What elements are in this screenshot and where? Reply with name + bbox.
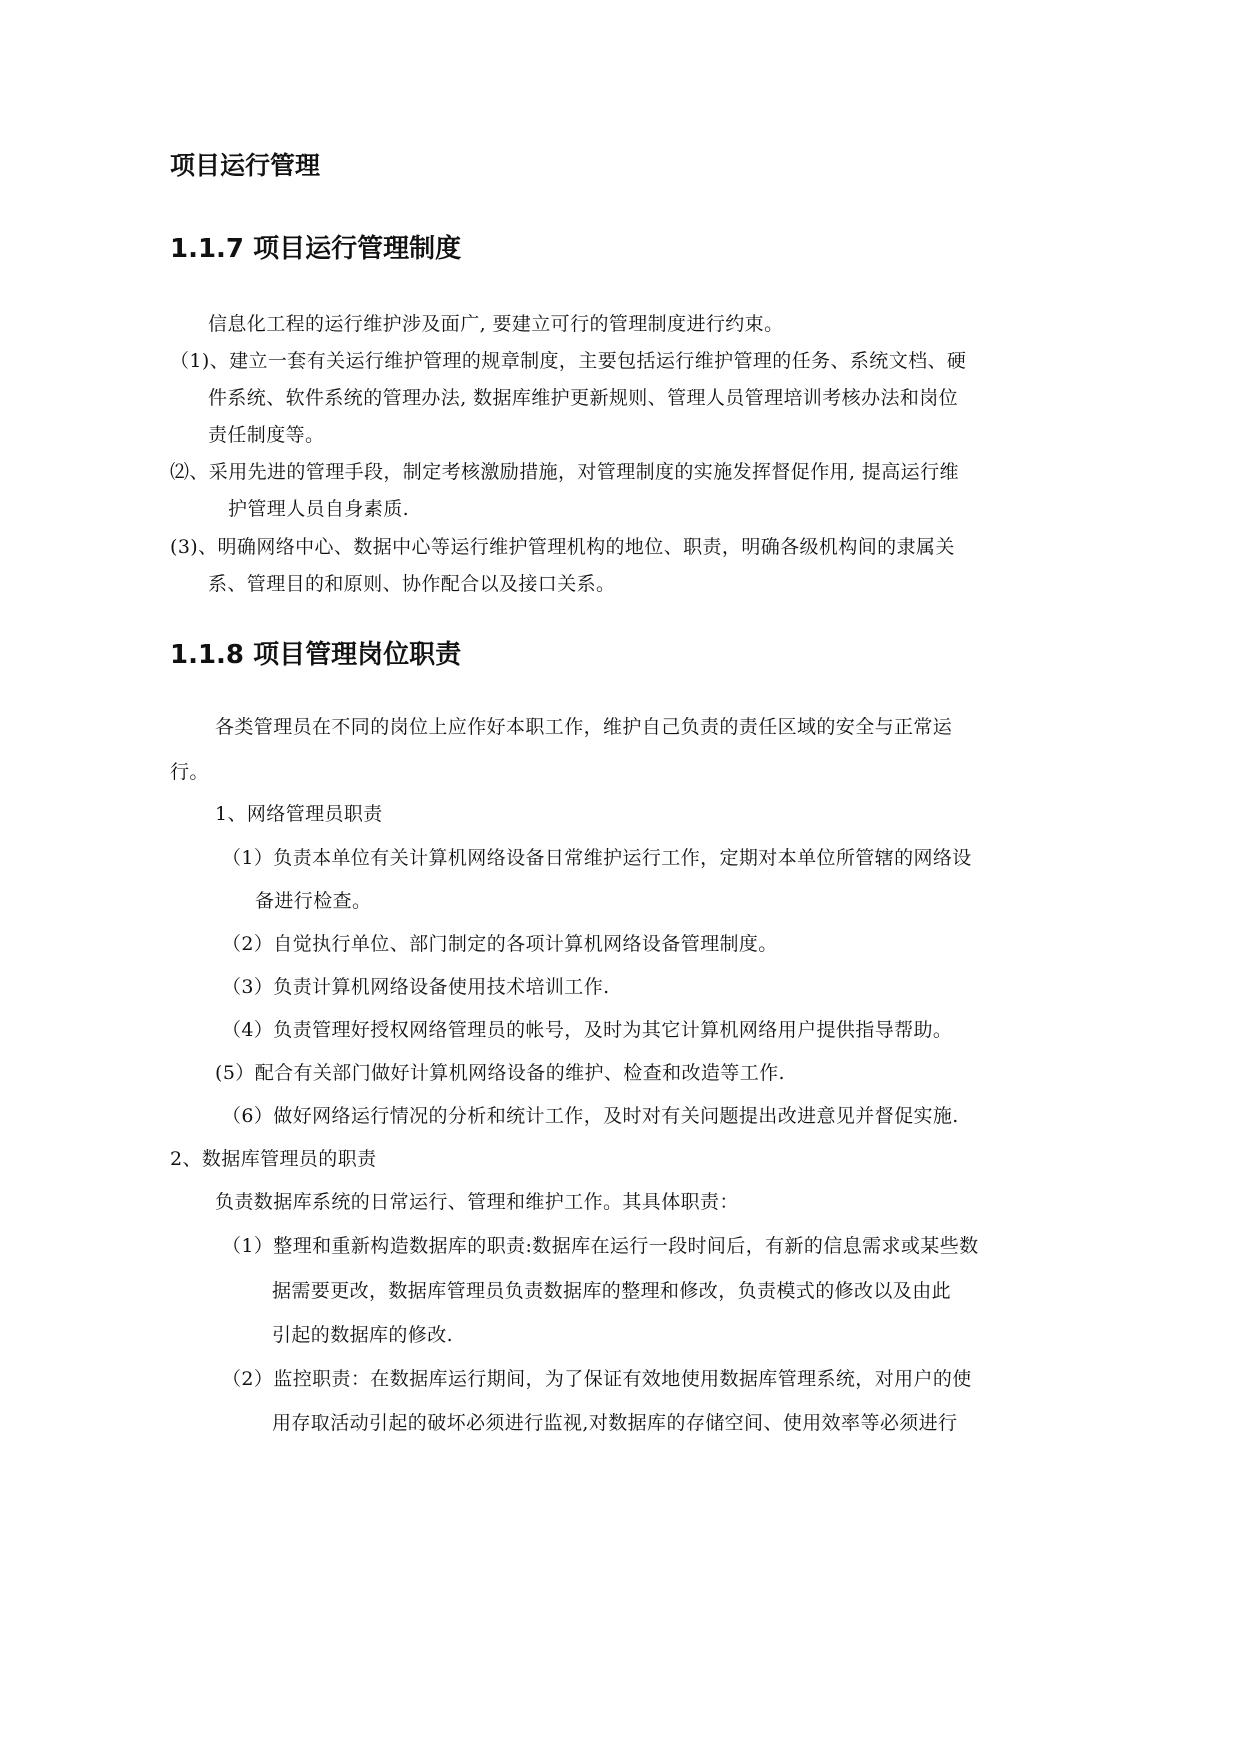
network-admin-duty-1-line2: 备进行检查。 — [255, 890, 372, 912]
db-admin-duty-2-line1: （2）监控职责：在数据库运行期间，为了保证有效地使用数据库管理系统，对用户的使 — [222, 1368, 972, 1390]
network-admin-duty-6: （6）做好网络运行情况的分析和统计工作，及时对有关问题提出改进意见并督促实施. — [222, 1105, 959, 1127]
network-admin-title: 1、网络管理员职责 — [215, 803, 383, 825]
section-117-item2-line2: 护管理人员自身素质. — [228, 498, 410, 520]
section-117-item1-line1: （1)、建立一套有关运行维护管理的规章制度，主要包括运行维护管理的任务、系统文档、硬 — [170, 350, 967, 372]
section-117-intro: 信息化工程的运行维护涉及面广, 要建立可行的管理制度进行约束。 — [208, 313, 784, 335]
network-admin-duty-4: （4）负责管理好授权网络管理员的帐号，及时为其它计算机网络用户提供指导帮助。 — [222, 1019, 953, 1041]
section-117-item3-line2: 系、管理目的和原则、协作配合以及接口关系。 — [208, 573, 616, 595]
section-heading-1-1-8: 1.1.8 项目管理岗位职责 — [170, 640, 462, 670]
network-admin-duty-5: (5）配合有关部门做好计算机网络设备的维护、检查和改造等工作. — [215, 1062, 785, 1084]
db-admin-title: 2、数据库管理员的职责 — [170, 1148, 377, 1170]
section-117-item3-line1: (3)、明确网络中心、数据中心等运行维护管理机构的地位、职责，明确各级机构间的隶属关 — [170, 536, 955, 558]
section-heading-1-1-7: 1.1.7 项目运行管理制度 — [170, 234, 462, 264]
db-admin-duty-1-line2: 据需要更改，数据库管理员负责数据库的整理和修改，负责模式的修改以及由此 — [272, 1280, 952, 1302]
section-117-item1-line2: 件系统、软件系统的管理办法, 数据库维护更新规则、管理人员管理培训考核办法和岗位 — [208, 387, 959, 409]
db-admin-duty-2-line2: 用存取活动引起的破坏必须进行监视,对数据库的存储空间、使用效率等必须进行 — [272, 1412, 958, 1434]
db-admin-intro: 负责数据库系统的日常运行、管理和维护工作。其具体职责： — [215, 1191, 739, 1213]
page-title: 项目运行管理 — [170, 151, 321, 180]
db-admin-duty-1-line3: 引起的数据库的修改. — [272, 1324, 454, 1346]
network-admin-duty-1-line1: （1）负责本单位有关计算机网络设备日常维护运行工作，定期对本单位所管辖的网络设 — [222, 847, 972, 869]
section-117-item2-line1: ⑵、采用先进的管理手段，制定考核激励措施，对管理制度的实施发挥督促作用, 提高运行维 — [170, 461, 959, 483]
network-admin-duty-3: （3）负责计算机网络设备使用技术培训工作. — [222, 976, 610, 998]
section-117-item1-line3: 责任制度等。 — [208, 424, 325, 446]
section-118-intro-line1: 各类管理员在不同的岗位上应作好本职工作，维护自己负责的责任区域的安全与正常运 — [215, 716, 953, 738]
network-admin-duty-2: （2）自觉执行单位、部门制定的各项计算机网络设备管理制度。 — [222, 933, 778, 955]
db-admin-duty-1-line1: （1）整理和重新构造数据库的职责:数据库在运行一段时间后，有新的信息需求或某些数 — [222, 1235, 979, 1257]
section-118-intro-line2: 行。 — [170, 761, 209, 783]
